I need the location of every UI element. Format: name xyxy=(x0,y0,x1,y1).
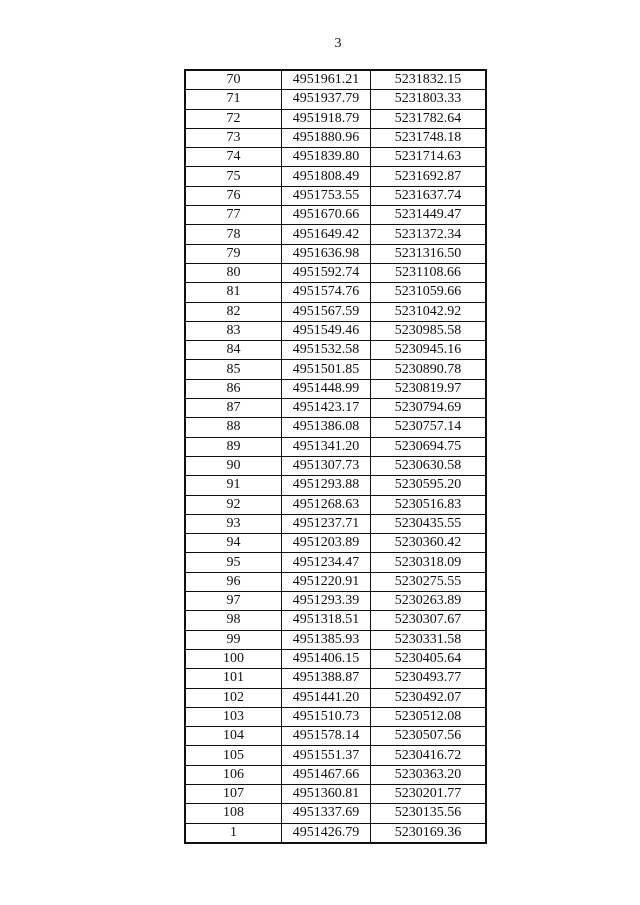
x-coordinate-cell: 4951341.20 xyxy=(282,437,371,456)
y-coordinate-cell: 5230201.77 xyxy=(371,784,487,803)
point-number-cell: 77 xyxy=(185,206,282,225)
point-number-cell: 90 xyxy=(185,456,282,475)
point-number-cell: 72 xyxy=(185,109,282,128)
y-coordinate-cell: 5231714.63 xyxy=(371,148,487,167)
y-coordinate-cell: 5231637.74 xyxy=(371,186,487,205)
table-row xyxy=(185,379,486,398)
x-coordinate-cell: 4951880.96 xyxy=(282,128,371,147)
x-coordinate-cell: 4951574.76 xyxy=(282,283,371,302)
y-coordinate-cell: 5230435.55 xyxy=(371,514,487,533)
point-number-cell: 100 xyxy=(185,649,282,668)
point-number-cell: 75 xyxy=(185,167,282,186)
x-coordinate-cell: 4951467.66 xyxy=(282,765,371,784)
point-number-cell: 81 xyxy=(185,283,282,302)
y-coordinate-cell: 5230360.42 xyxy=(371,534,487,553)
table-row xyxy=(185,707,486,726)
point-number-cell: 76 xyxy=(185,186,282,205)
point-number-cell: 86 xyxy=(185,379,282,398)
y-coordinate-cell: 5230275.55 xyxy=(371,572,487,591)
table-row xyxy=(185,534,486,553)
x-coordinate-cell: 4951441.20 xyxy=(282,688,371,707)
table-row xyxy=(185,823,486,843)
point-number-cell: 105 xyxy=(185,746,282,765)
y-coordinate-cell: 5230331.58 xyxy=(371,630,487,649)
table-row xyxy=(185,765,486,784)
y-coordinate-cell: 5230819.97 xyxy=(371,379,487,398)
table-row xyxy=(185,302,486,321)
x-coordinate-cell: 4951268.63 xyxy=(282,495,371,514)
point-number-cell: 103 xyxy=(185,707,282,726)
y-coordinate-cell: 5230318.09 xyxy=(371,553,487,572)
y-coordinate-cell: 5231372.34 xyxy=(371,225,487,244)
table-row xyxy=(185,206,486,225)
x-coordinate-cell: 4951385.93 xyxy=(282,630,371,649)
point-number-cell: 95 xyxy=(185,553,282,572)
y-coordinate-cell: 5231832.15 xyxy=(371,70,487,90)
y-coordinate-cell: 5230512.08 xyxy=(371,707,487,726)
table-row xyxy=(185,225,486,244)
point-number-cell: 102 xyxy=(185,688,282,707)
point-number-cell: 74 xyxy=(185,148,282,167)
y-coordinate-cell: 5231449.47 xyxy=(371,206,487,225)
point-number-cell: 78 xyxy=(185,225,282,244)
y-coordinate-cell: 5230135.56 xyxy=(371,804,487,823)
table-row xyxy=(185,553,486,572)
y-coordinate-cell: 5230307.67 xyxy=(371,611,487,630)
x-coordinate-cell: 4951551.37 xyxy=(282,746,371,765)
x-coordinate-cell: 4951578.14 xyxy=(282,727,371,746)
y-coordinate-cell: 5230363.20 xyxy=(371,765,487,784)
x-coordinate-cell: 4951423.17 xyxy=(282,399,371,418)
y-coordinate-cell: 5231692.87 xyxy=(371,167,487,186)
table-row xyxy=(185,495,486,514)
point-number-cell: 106 xyxy=(185,765,282,784)
table-row xyxy=(185,572,486,591)
x-coordinate-cell: 4951532.58 xyxy=(282,341,371,360)
table-row xyxy=(185,727,486,746)
point-number-cell: 1 xyxy=(185,823,282,843)
y-coordinate-cell: 5230507.56 xyxy=(371,727,487,746)
x-coordinate-cell: 4951337.69 xyxy=(282,804,371,823)
point-number-cell: 89 xyxy=(185,437,282,456)
x-coordinate-cell: 4951307.73 xyxy=(282,456,371,475)
y-coordinate-cell: 5230263.89 xyxy=(371,592,487,611)
x-coordinate-cell: 4951234.47 xyxy=(282,553,371,572)
point-number-cell: 82 xyxy=(185,302,282,321)
point-number-cell: 84 xyxy=(185,341,282,360)
table-row xyxy=(185,784,486,803)
table-row xyxy=(185,514,486,533)
x-coordinate-cell: 4951388.87 xyxy=(282,669,371,688)
y-coordinate-cell: 5231042.92 xyxy=(371,302,487,321)
table-row xyxy=(185,321,486,340)
table-row xyxy=(185,148,486,167)
y-coordinate-cell: 5230694.75 xyxy=(371,437,487,456)
point-number-cell: 101 xyxy=(185,669,282,688)
x-coordinate-cell: 4951961.21 xyxy=(282,70,371,90)
table-row xyxy=(185,630,486,649)
table-row xyxy=(185,418,486,437)
y-coordinate-cell: 5231803.33 xyxy=(371,90,487,109)
y-coordinate-cell: 5230595.20 xyxy=(371,476,487,495)
y-coordinate-cell: 5230985.58 xyxy=(371,321,487,340)
x-coordinate-cell: 4951386.08 xyxy=(282,418,371,437)
x-coordinate-cell: 4951220.91 xyxy=(282,572,371,591)
x-coordinate-cell: 4951237.71 xyxy=(282,514,371,533)
table-row xyxy=(185,592,486,611)
x-coordinate-cell: 4951918.79 xyxy=(282,109,371,128)
coordinates-table xyxy=(184,69,487,844)
table-row xyxy=(185,90,486,109)
table-row xyxy=(185,437,486,456)
y-coordinate-cell: 5230630.58 xyxy=(371,456,487,475)
y-coordinate-cell: 5231748.18 xyxy=(371,128,487,147)
y-coordinate-cell: 5230794.69 xyxy=(371,399,487,418)
table-row xyxy=(185,804,486,823)
y-coordinate-cell: 5230890.78 xyxy=(371,360,487,379)
point-number-cell: 73 xyxy=(185,128,282,147)
x-coordinate-cell: 4951406.15 xyxy=(282,649,371,668)
point-number-cell: 94 xyxy=(185,534,282,553)
table-row xyxy=(185,456,486,475)
x-coordinate-cell: 4951293.39 xyxy=(282,592,371,611)
table-row xyxy=(185,70,486,90)
table-row xyxy=(185,263,486,282)
y-coordinate-cell: 5231316.50 xyxy=(371,244,487,263)
y-coordinate-cell: 5230945.16 xyxy=(371,341,487,360)
point-number-cell: 99 xyxy=(185,630,282,649)
x-coordinate-cell: 4951318.51 xyxy=(282,611,371,630)
point-number-cell: 91 xyxy=(185,476,282,495)
point-number-cell: 96 xyxy=(185,572,282,591)
table-row xyxy=(185,283,486,302)
table-row xyxy=(185,611,486,630)
x-coordinate-cell: 4951636.98 xyxy=(282,244,371,263)
point-number-cell: 104 xyxy=(185,727,282,746)
x-coordinate-cell: 4951592.74 xyxy=(282,263,371,282)
table-row xyxy=(185,688,486,707)
y-coordinate-cell: 5230493.77 xyxy=(371,669,487,688)
table-row xyxy=(185,649,486,668)
x-coordinate-cell: 4951360.81 xyxy=(282,784,371,803)
point-number-cell: 79 xyxy=(185,244,282,263)
point-number-cell: 97 xyxy=(185,592,282,611)
x-coordinate-cell: 4951448.99 xyxy=(282,379,371,398)
y-coordinate-cell: 5230516.83 xyxy=(371,495,487,514)
x-coordinate-cell: 4951808.49 xyxy=(282,167,371,186)
point-number-cell: 93 xyxy=(185,514,282,533)
point-number-cell: 80 xyxy=(185,263,282,282)
point-number-cell: 83 xyxy=(185,321,282,340)
x-coordinate-cell: 4951937.79 xyxy=(282,90,371,109)
coordinates-table-body xyxy=(185,70,486,843)
x-coordinate-cell: 4951293.88 xyxy=(282,476,371,495)
table-row xyxy=(185,128,486,147)
table-row xyxy=(185,669,486,688)
point-number-cell: 85 xyxy=(185,360,282,379)
table-row xyxy=(185,109,486,128)
point-number-cell: 92 xyxy=(185,495,282,514)
x-coordinate-cell: 4951649.42 xyxy=(282,225,371,244)
point-number-cell: 87 xyxy=(185,399,282,418)
table-row xyxy=(185,399,486,418)
y-coordinate-cell: 5230169.36 xyxy=(371,823,487,843)
y-coordinate-cell: 5231108.66 xyxy=(371,263,487,282)
table-row xyxy=(185,244,486,263)
x-coordinate-cell: 4951839.80 xyxy=(282,148,371,167)
point-number-cell: 71 xyxy=(185,90,282,109)
x-coordinate-cell: 4951549.46 xyxy=(282,321,371,340)
y-coordinate-cell: 5231059.66 xyxy=(371,283,487,302)
x-coordinate-cell: 4951203.89 xyxy=(282,534,371,553)
x-coordinate-cell: 4951567.59 xyxy=(282,302,371,321)
y-coordinate-cell: 5230492.07 xyxy=(371,688,487,707)
point-number-cell: 98 xyxy=(185,611,282,630)
y-coordinate-cell: 5230757.14 xyxy=(371,418,487,437)
x-coordinate-cell: 4951426.79 xyxy=(282,823,371,843)
x-coordinate-cell: 4951501.85 xyxy=(282,360,371,379)
point-number-cell: 107 xyxy=(185,784,282,803)
table-row xyxy=(185,746,486,765)
point-number-cell: 88 xyxy=(185,418,282,437)
y-coordinate-cell: 5230416.72 xyxy=(371,746,487,765)
point-number-cell: 108 xyxy=(185,804,282,823)
y-coordinate-cell: 5230405.64 xyxy=(371,649,487,668)
table-row xyxy=(185,186,486,205)
table-row xyxy=(185,341,486,360)
table-row xyxy=(185,167,486,186)
x-coordinate-cell: 4951670.66 xyxy=(282,206,371,225)
x-coordinate-cell: 4951753.55 xyxy=(282,186,371,205)
x-coordinate-cell: 4951510.73 xyxy=(282,707,371,726)
point-number-cell: 70 xyxy=(185,70,282,90)
page-number: 3 xyxy=(334,36,342,51)
y-coordinate-cell: 5231782.64 xyxy=(371,109,487,128)
table-row xyxy=(185,476,486,495)
table-row xyxy=(185,360,486,379)
